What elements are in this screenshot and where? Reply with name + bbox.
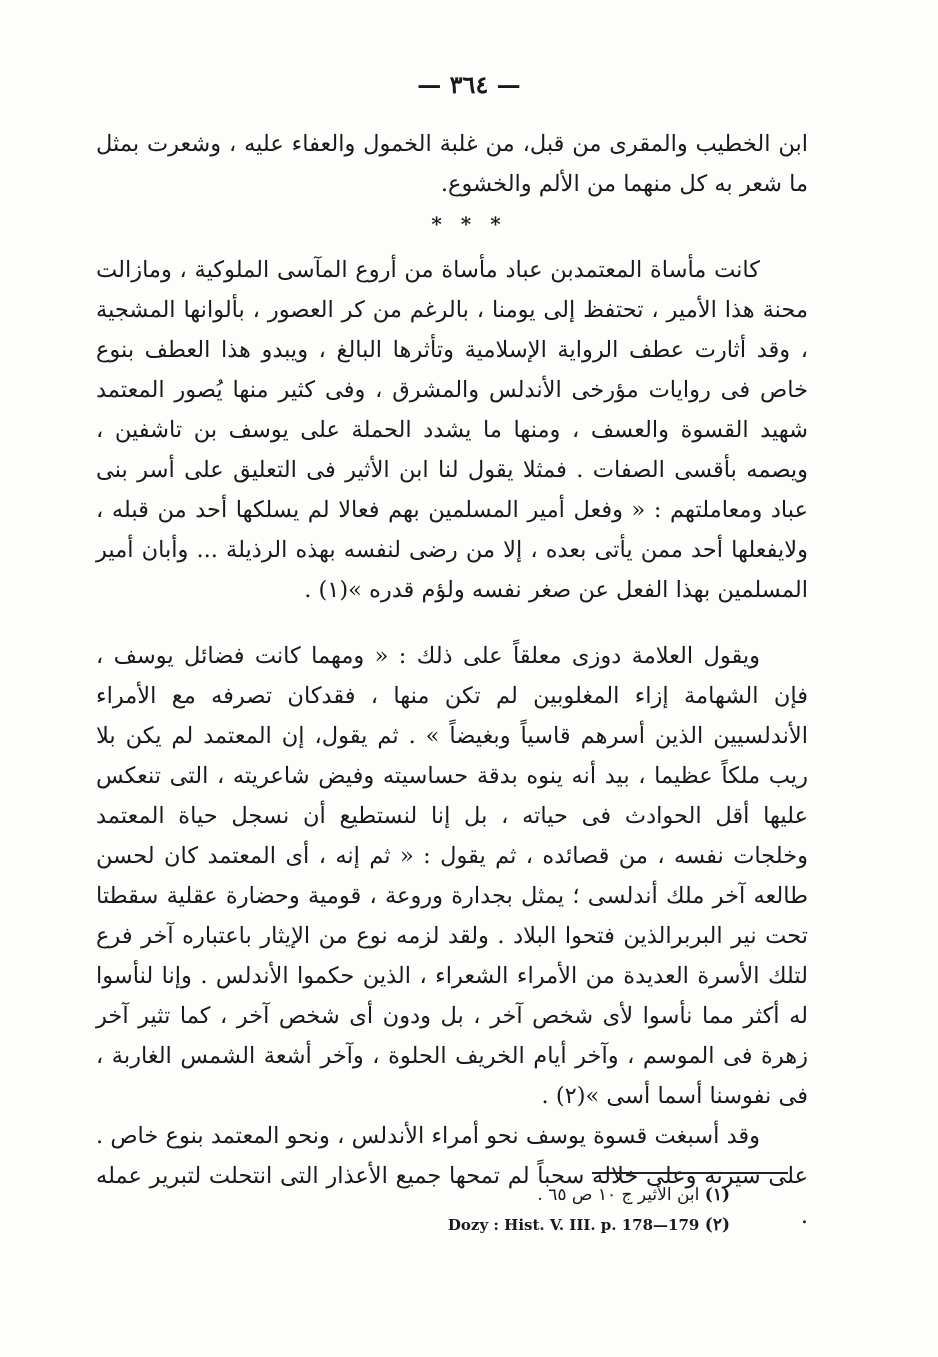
footnote-number: (٢) — [704, 1215, 730, 1235]
footnote-2 — [380, 1210, 730, 1240]
footnote-text: ابن الأثير ج ١٠ ص ٦٥ . — [537, 1185, 700, 1205]
footnote-1 — [380, 1180, 730, 1210]
paragraph-tragedy — [96, 250, 808, 610]
paragraph: وقد أسبغت قسوة يوسف نحو أمراء الأندلس ، ونحو المعتمد بنوع خاص . على سيرته وعلى خلاله سحباً لم تمحها جميع الأعذار التى انتحلت لتبرير عمله . — [96, 1123, 808, 1229]
page-number: — ٣٦٤ — — [417, 70, 521, 99]
paragraph: ابن الخطيب والمقرى من قبل، من غلبة الخمول والعفاء عليه ، وشعرت بمثل ما شعر به كل منهما من الألم والخشوع. — [96, 131, 808, 197]
paragraph: ويقول العلامة دوزى معلقاً على ذلك : « ومهما كانت فضائل يوسف ، فإن الشهامة إزاء المغلوبين لم تكن منها ، فقدكان تصرفه مع الأمراء الأندلسيين الذين أسرهم قاسياً وبغيضاً » . ثم يقول، إن المعتمد لم يكن بلا ريب ملكاً عظيما ، بيد أنه ينوه بدقة حساسيته وفيض شاعريته ، التى تنعكس عليها أقل الحوادث فى حياته ، بل إنا لنستطيع أن نسجل حياة المعتمد وخلجات نفسه ، من قصائده ، ثم يقول : « ثم إنه ، أى المعتمد كان لحسن طالعه آخر ملك أندلسى ؛ يمثل بجدارة وروعة ، قومية وحضارة عقلية سقطتا تحت نير البربرالذين فتحوا البلاد . ولقد لزمه نوع من الإيثار باعتباره آخر فرع لتلك الأسرة العديدة من الأمراء الشعراء ، الذين حكموا الأندلس . وإنا لنأسوا له أكثر مما نأسوا لأى شخص آخر ، بل ودون أى شخص آخر ، كما تثير آخر زهرة فى الموسم ، وآخر أيام الخريف الحلوة ، وآخر أشعة الشمس الغاربة ، فى نفوسنا أسما أسى »(٢) . — [96, 643, 808, 1109]
paragraph-dozy — [96, 636, 808, 1236]
footnote-divider — [592, 1172, 788, 1174]
paragraph: كانت مأساة المعتمدبن عباد مأساة من أروع المآسى الملوكية ، ومازالت محنة هذا الأمير ، تحتفظ إلى يومنا ، بالرغم من كر العصور ، بألوانها المشجية ، وقد أثارت عطف الرواية الإسلامية وتأثرها البالغ ، ويبدو هذا العطف بنوع خاص فى روايات مؤرخى الأندلس والمشرق ، وفى كثير منها يُصور المعتمد شهيد القسوة والعسف ، ومنها ما يشدد الحملة على يوسف بن تاشفين ، ويصمه بأقسى الصفات . فمثلا يقول لنا ابن الأثير فى التعليق على أسر بنى عباد ومعاملتهم : « وفعل أمير المسلمين بهم فعالا لم يسلكها أحد من قبله ، ولايفعلها أحد ممن يأتى بعده ، إلا من رضى لنفسه بهذه الرذيلة ... وأبان أمير المسلمين بهذا الفعل عن صغر نفسه ولؤم قدره »(١) . — [96, 257, 808, 603]
footnotes — [380, 1180, 730, 1240]
footnote-number: (١) — [704, 1185, 730, 1205]
footnote-text: Dozy : Hist. V. III. p. 178—179 — [447, 1216, 700, 1234]
section-separator: * * * — [431, 212, 507, 236]
paragraph-continuation — [96, 124, 808, 204]
